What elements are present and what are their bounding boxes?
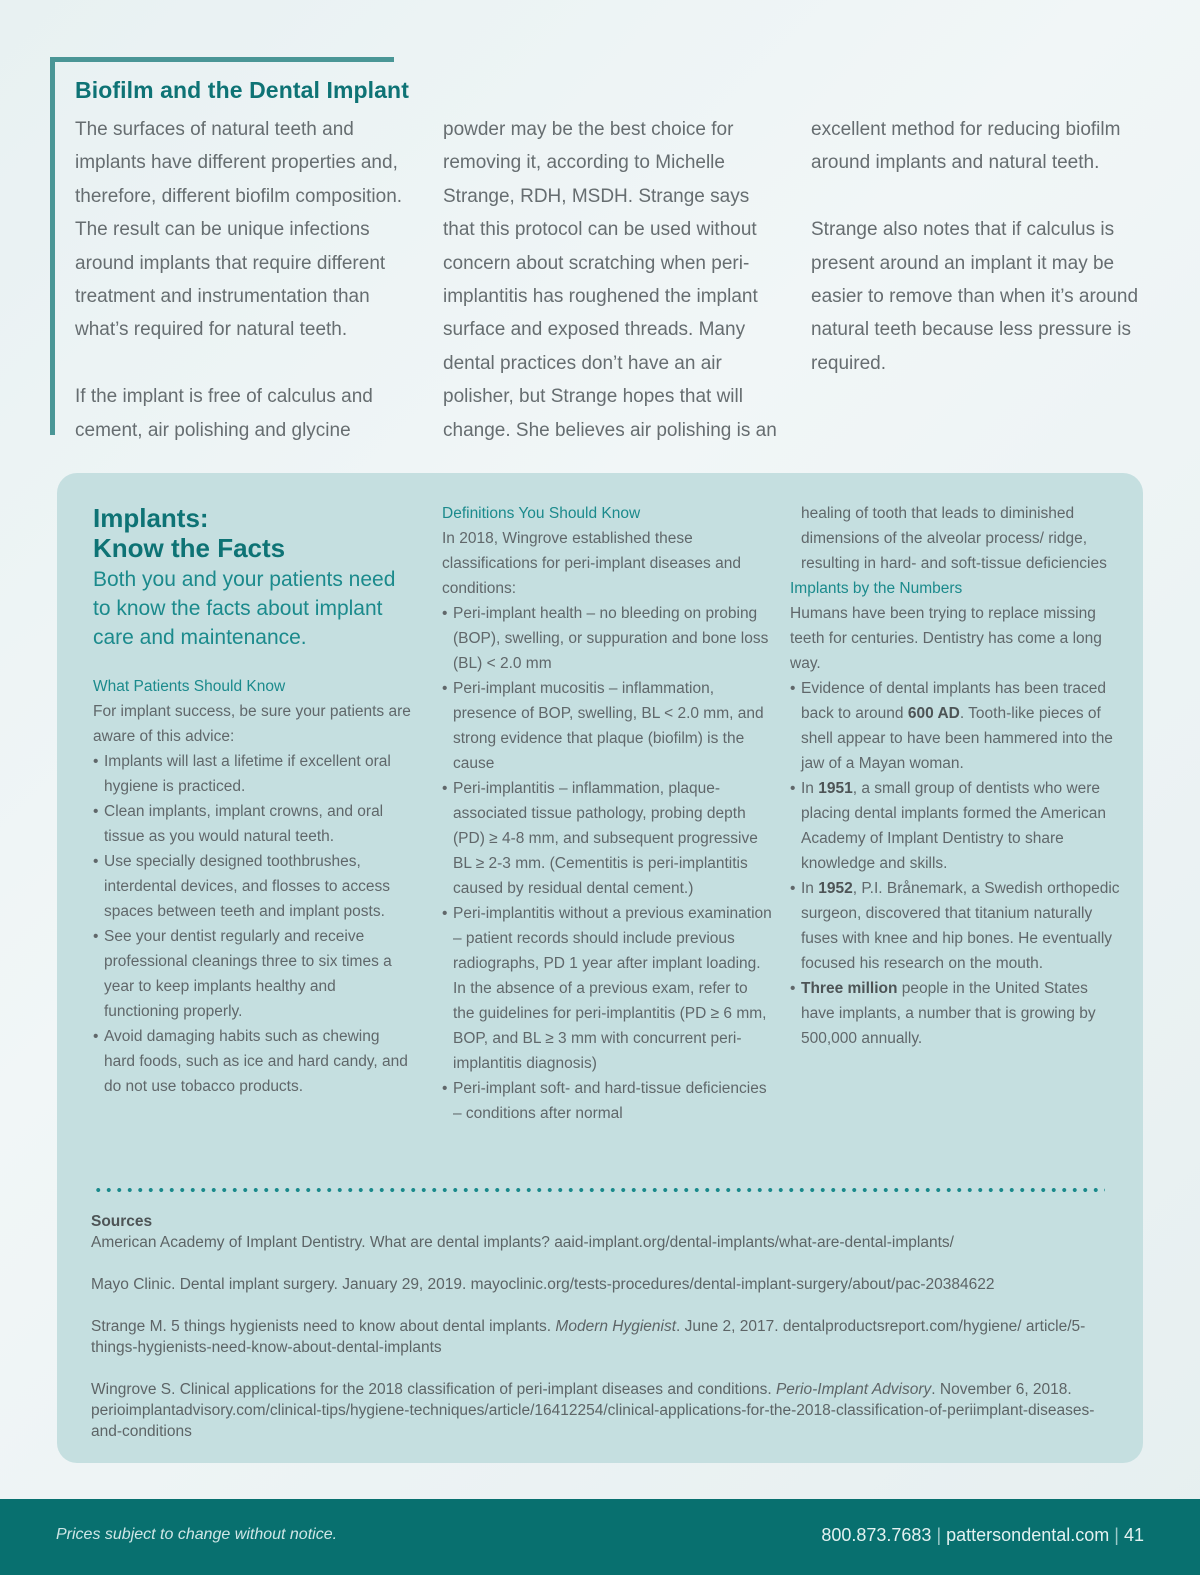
- source-entry: American Academy of Implant Dentistry. What are dental implants? aaid-implant.org/dental-implants/what-are-dental-implants/: [91, 1234, 954, 1251]
- accent-bar-top: [50, 57, 394, 62]
- phone-number: 800.873.7683: [821, 1525, 932, 1545]
- page-number: 41: [1123, 1525, 1144, 1545]
- source-text: Strange M. 5 things hygienists need to know about dental implants.: [91, 1318, 556, 1335]
- website-link[interactable]: pattersondental.com: [946, 1525, 1110, 1545]
- dotted-divider: [93, 1187, 1105, 1193]
- list-item: • Peri-implant health – no bleeding on probing (BOP), swelling, or suppuration and bone loss (BL) < 2.0 mm: [442, 601, 772, 676]
- item-text: In: [801, 880, 819, 897]
- list-item: [790, 776, 1120, 876]
- item-highlight: 1952: [818, 880, 853, 897]
- page-footer: [0, 1499, 1200, 1575]
- definitions-list: [442, 601, 772, 1126]
- numbers-list: [790, 676, 1120, 1051]
- facts-title: [93, 503, 413, 563]
- definitions-heading: Definitions You Should Know: [442, 505, 641, 522]
- footer-contact: [821, 1525, 1144, 1546]
- list-item: • Peri-implant mucositis – inflammation, presence of BOP, swelling, BL < 2.0 mm, and strong evidence that plaque (biofilm) is the cause: [442, 676, 772, 776]
- source-entry: [91, 1316, 1111, 1358]
- article-paragraph: Strange also notes that if calculus is present around an implant it may be easier to remove than when it’s around natural teeth because less pressure is required.: [811, 219, 1139, 374]
- list-item: • Clean implants, implant crowns, and oral tissue as you would natural teeth.: [93, 799, 413, 849]
- list-item: • Avoid damaging habits such as chewing hard foods, such as ice and hard candy, and do not use tobacco products.: [93, 1024, 413, 1099]
- article-column-1: [75, 113, 415, 447]
- item-text: people in the United States have implants, a number that is growing by 500,000 annually.: [801, 980, 1096, 1047]
- list-item: • Peri-implant soft- and hard-tissue deficiencies – conditions after normal: [442, 1076, 772, 1126]
- article-column-3: [811, 113, 1151, 380]
- numbers-intro: Humans have been trying to replace missing teeth for centuries. Dentistry has come a long way.: [790, 605, 1102, 672]
- facts-column-3: [790, 501, 1120, 1051]
- sources-heading: Sources: [91, 1213, 153, 1230]
- price-disclaimer: Prices subject to change without notice.: [56, 1526, 338, 1543]
- list-item: • Peri-implantitis – inflammation, plaque-associated tissue pathology, probing depth (PD) ≥ 4-8 mm, and subsequent progressive BL ≥ 2-3 mm. (Cementitis is peri-implantitis caused by residual dental cement.): [442, 776, 772, 901]
- source-text: Wingrove S. Clinical applications for the 2018 classification of peri-implant diseases and conditions.: [91, 1381, 776, 1398]
- biofilm-article: [50, 57, 1160, 441]
- item-text: In: [801, 780, 819, 797]
- footer-separator: |: [1114, 1525, 1119, 1545]
- item-highlight: 600 AD: [907, 705, 960, 722]
- list-item: [790, 676, 1120, 776]
- item-text: , a small group of dentists who were placing dental implants formed the American Academy of Implant Dentistry to share knowledge and skills.: [801, 780, 1106, 872]
- facts-column-2: [442, 501, 772, 1126]
- definitions-intro: In 2018, Wingrove established these classifications for peri-implant diseases and conditions:: [442, 530, 741, 597]
- patients-intro: For implant success, be sure your patients are aware of this advice:: [93, 703, 411, 745]
- source-publication: Perio-Implant Advisory: [775, 1381, 932, 1398]
- accent-bar-left: [50, 57, 55, 435]
- source-text: . June 2, 2017. dentalproductsreport.com/hygiene/ article/5-things-hygienists-need-know-about-dental-implants: [91, 1318, 1086, 1356]
- sources-section: [91, 1211, 1111, 1442]
- item-highlight: Three million: [801, 980, 898, 997]
- item-highlight: 1951: [818, 780, 853, 797]
- footer-separator: |: [936, 1525, 942, 1545]
- article-paragraph: powder may be the best choice for removing it, according to Michelle Strange, RDH, MSDH. Strange says that this protocol can be used without concern about scratching when peri-implantitis has roughened the implant surface and exposed threads. Many dental practices don’t have an air polisher, but Strange hopes that will change. She believes air polishing is an: [443, 119, 777, 441]
- facts-subtitle: Both you and your patients need to know the facts about implant care and maintenance.: [93, 568, 396, 649]
- list-item: • See your dentist regularly and receive professional cleanings three to six times a year to keep implants healthy and functioning properly.: [93, 924, 413, 1024]
- list-item: • Implants will last a lifetime if excellent oral hygiene is practiced.: [93, 749, 413, 799]
- source-text: . November 6, 2018. perioimplantadvisory.com/clinical-tips/hygiene-techniques/article/16412254/clinical-applications-for-the-2018-classification-of-periimplant-diseases-and-conditions: [91, 1381, 1095, 1440]
- article-column-2: [443, 113, 783, 447]
- facts-panel: [57, 473, 1143, 1463]
- item-text: Evidence of dental implants has been traced back to around: [801, 680, 1107, 722]
- facts-title-line-1: Implants:: [93, 503, 209, 533]
- item-text: , P.I. Brånemark, a Swedish orthopedic surgeon, discovered that titanium naturally fuses with knee and hip bones. He eventually focused his research on the mouth.: [801, 880, 1120, 972]
- source-publication: Modern Hygienist: [555, 1318, 677, 1335]
- facts-title-line-2: Know the Facts: [93, 533, 286, 563]
- patients-list: [93, 749, 413, 1099]
- source-entry: [91, 1379, 1111, 1442]
- list-item: [790, 976, 1120, 1051]
- numbers-heading: Implants by the Numbers: [790, 580, 963, 597]
- list-item: [790, 876, 1120, 976]
- list-item: • Peri-implantitis without a previous examination – patient records should include previous radiographs, PD 1 year after implant loading. In the absence of a previous exam, refer to the guidelines for peri-implantitis (PD ≥ 6 mm, BOP, and BL ≥ 3 mm with concurrent peri-implantitis diagnosis): [442, 901, 772, 1076]
- article-paragraph: The surfaces of natural teeth and implants have different properties and, therefore, different biofilm composition. The result can be unique infections around implants that require different treatment and instrumentation than what’s required for natural teeth.: [75, 119, 403, 341]
- patients-heading: What Patients Should Know: [93, 678, 286, 695]
- article-paragraph: excellent method for reducing biofilm around implants and natural teeth.: [811, 119, 1121, 174]
- definitions-continuation: healing of tooth that leads to diminished dimensions of the alveolar process/ ridge, resulting in hard- and soft-tissue deficiencies: [801, 505, 1107, 572]
- article-title: Biofilm and the Dental Implant: [75, 77, 409, 103]
- article-paragraph: If the implant is free of calculus and cement, air polishing and glycine: [75, 386, 373, 441]
- facts-column-1: [93, 501, 413, 1099]
- item-text: . Tooth-like pieces of shell appear to have been hammered into the jaw of a Mayan woman.: [801, 705, 1113, 772]
- source-entry: Mayo Clinic. Dental implant surgery. January 29, 2019. mayoclinic.org/tests-procedures/dental-implant-surgery/about/pac-20384622: [91, 1276, 995, 1293]
- list-item: • Use specially designed toothbrushes, interdental devices, and flosses to access spaces between teeth and implant posts.: [93, 849, 413, 924]
